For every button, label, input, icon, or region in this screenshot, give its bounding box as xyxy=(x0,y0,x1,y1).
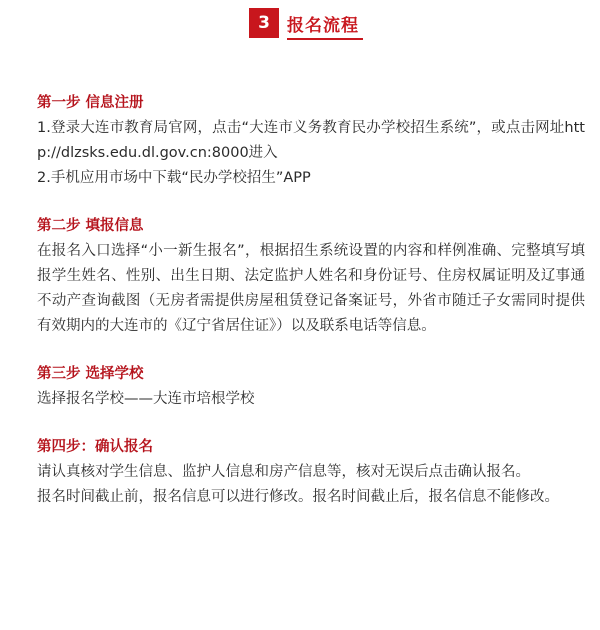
step-4-title: 第四步：确认报名 xyxy=(37,439,153,455)
step-1-paragraph-2: 2.手机应用市场中下载“民办学校招生”APP xyxy=(37,170,311,186)
step-2-title: 第二步 填报信息 xyxy=(37,218,144,234)
step-3 xyxy=(37,361,585,412)
step-1-title: 第一步 信息注册 xyxy=(37,95,144,111)
section-number-badge: 3 xyxy=(249,8,279,38)
steps-content xyxy=(37,90,585,532)
step-4-paragraph-1: 请认真核对学生信息、监护人信息和房产信息等，核对无误后点击确认报名。 xyxy=(37,464,530,480)
section-header xyxy=(249,8,363,40)
step-1-paragraph-1: 1.登录大连市教育局官网，点击“大连市义务教育民办学校招生系统”，或点击网址http://dlzsks.edu.dl.gov.cn:8000进入 xyxy=(37,120,585,161)
step-1 xyxy=(37,90,585,191)
step-2-paragraph-1: 在报名入口选择“小一新生报名”，根据招生系统设置的内容和样例准确、完整填写填报学生姓名、性别、出生日期、法定监护人姓名和身份证号、住房权属证明及辽事通不动产查询截图（无房者需提供房屋租赁登记备案证号，外省市随迁子女需同时提供有效期内的大连市的《辽宁省居住证》）以及联系电话等信息。 xyxy=(37,243,585,334)
section-title: 报名流程 xyxy=(287,15,359,36)
step-4-paragraph-2: 报名时间截止前，报名信息可以进行修改。报名时间截止后，报名信息不能修改。 xyxy=(37,489,559,505)
step-2 xyxy=(37,213,585,339)
step-4 xyxy=(37,434,585,510)
section-title-underline xyxy=(287,8,363,40)
step-3-paragraph-1: 选择报名学校——大连市培根学校 xyxy=(37,391,255,407)
step-3-title: 第三步 选择学校 xyxy=(37,366,144,382)
